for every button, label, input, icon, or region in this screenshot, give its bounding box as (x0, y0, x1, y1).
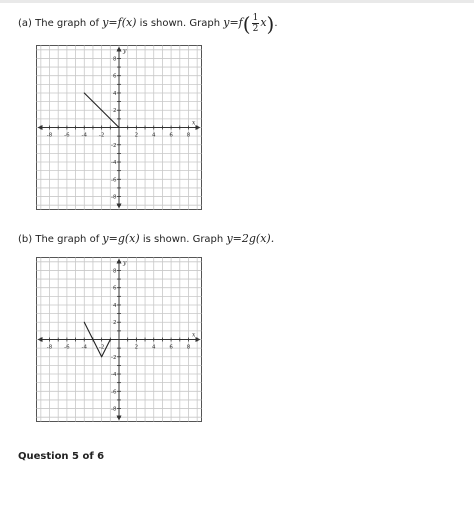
part-a-prompt: (a) The graph of y=f(x) is shown. Graph y=f( $\frac{1}{2}$ x). (18, 12, 278, 36)
part-b-target: y=2g(x). (226, 232, 275, 245)
y-tick-label: 8 (113, 56, 117, 63)
y-tick-label: -6 (111, 389, 117, 396)
part-b-label: (b) (18, 234, 33, 245)
part-b-text-before: The graph of (35, 234, 100, 245)
part-a-target-var: x (260, 16, 267, 29)
x-axis-label: x (191, 119, 196, 127)
x-tick-label: 2 (134, 344, 139, 351)
y-tick-label: 2 (113, 108, 117, 115)
part-b-prompt (18, 232, 274, 245)
part-a-target-lhs: y=f (223, 16, 243, 29)
y-tick-label: -4 (111, 160, 117, 167)
y-tick-label: 2 (113, 320, 117, 327)
x-tick-label: -2 (98, 132, 105, 139)
fraction-denominator: 2 (252, 23, 259, 34)
part-a-text-before: The graph of (35, 18, 99, 29)
x-tick-label: -2 (98, 344, 105, 351)
part-b-function: y=g(x) (102, 232, 140, 245)
x-axis-label: x (191, 331, 196, 339)
y-tick-label: 6 (113, 73, 117, 80)
y-tick-label: -2 (111, 142, 117, 149)
part-a-function: y=f(x) (102, 16, 137, 29)
top-divider (0, 0, 474, 3)
x-tick-label: 4 (151, 132, 156, 139)
part-a-fraction (252, 13, 260, 34)
part-a-label: (a) (18, 18, 32, 29)
x-tick-label: 8 (186, 344, 191, 351)
x-tick-label: -4 (81, 344, 88, 351)
part-b-text-mid: is shown. Graph (142, 234, 224, 245)
graph-b-canvas[interactable] (36, 257, 202, 422)
question-counter: Question 5 of 6 (18, 451, 105, 462)
y-tick-label: 6 (113, 285, 117, 292)
x-tick-label: 8 (186, 132, 191, 139)
y-tick-label: -6 (111, 177, 117, 184)
x-tick-label: -6 (64, 132, 70, 139)
y-tick-label: 4 (113, 90, 117, 97)
y-tick-label: 8 (113, 268, 117, 275)
graph-b[interactable] (36, 257, 202, 422)
y-tick-label: -8 (111, 194, 117, 201)
part-a-text-mid: is shown. Graph (139, 18, 221, 29)
x-tick-label: 6 (169, 132, 173, 139)
y-tick-label: -2 (111, 354, 117, 361)
y-tick-label: -8 (111, 406, 117, 413)
fraction-numerator: 1 (252, 12, 259, 23)
y-tick-label: -4 (111, 372, 117, 379)
x-tick-label: 4 (151, 344, 156, 351)
y-axis-label: y (123, 47, 127, 55)
graph-a[interactable] (36, 45, 202, 210)
x-tick-label: 2 (134, 132, 139, 139)
x-tick-label: -4 (81, 132, 88, 139)
graph-a-canvas[interactable] (36, 45, 202, 210)
x-tick-label: 6 (169, 344, 173, 351)
x-tick-label: -6 (64, 344, 70, 351)
y-tick-label: 4 (113, 302, 117, 309)
x-tick-label: -8 (46, 344, 53, 351)
y-axis-label: y (123, 259, 127, 267)
x-tick-label: -8 (46, 132, 53, 139)
